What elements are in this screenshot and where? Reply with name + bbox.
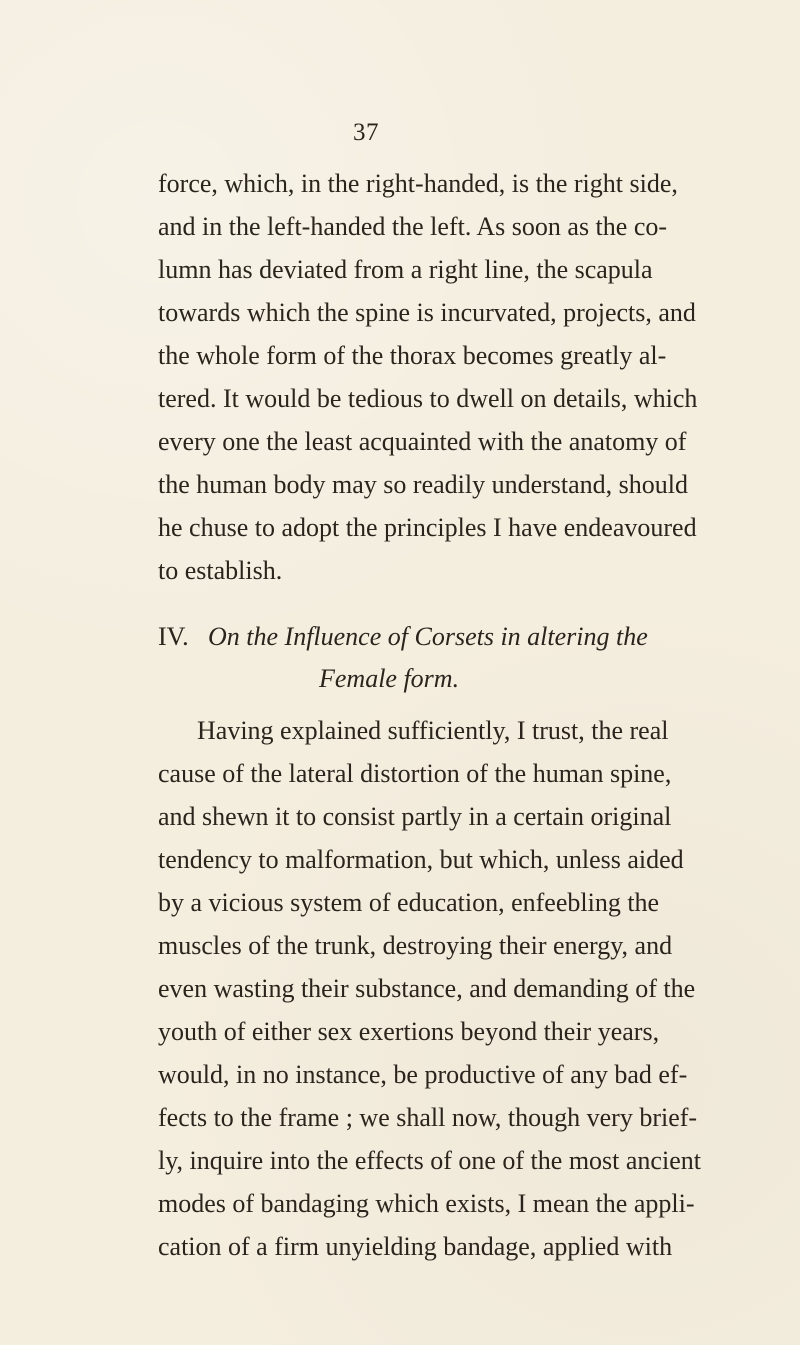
text-line: ly, inquire into the effects of one of the most ancient	[158, 1146, 701, 1175]
section-numeral: IV.	[158, 622, 189, 651]
page-number: 37	[353, 119, 379, 146]
text-line: modes of bandaging which exists, I mean the appli-	[158, 1189, 695, 1218]
text-line: force, which, in the right-handed, is the right side,	[158, 169, 678, 198]
text-line: by a vicious system of education, enfeebling the	[158, 888, 660, 917]
text-line: even wasting their substance, and demanding of the	[158, 974, 696, 1003]
text-line: youth of either sex exertions beyond their years,	[158, 1017, 660, 1046]
text-line: cause of the lateral distortion of the human spine,	[158, 759, 672, 788]
text-line: muscles of the trunk, destroying their energy, and	[158, 931, 673, 960]
text-line: tered. It would be tedious to dwell on details, which	[158, 384, 698, 413]
text-line: and in the left-handed the left. As soon as the co-	[158, 212, 668, 241]
section-title-line-2: Female form.	[319, 664, 460, 693]
text-line: the human body may so readily understand, should	[158, 470, 689, 499]
text-line: fects to the frame ; we shall now, though very brief-	[158, 1103, 698, 1132]
text-line: towards which the spine is incurvated, projects, and	[158, 298, 696, 327]
text-line: the whole form of the thorax becomes greatly al-	[158, 341, 667, 370]
text-line: he chuse to adopt the principles I have endeavoured	[158, 513, 697, 542]
section-title-line-1: On the Influence of Corsets in altering the	[208, 622, 648, 651]
text-line: to establish.	[158, 556, 283, 585]
text-line: lumn has deviated from a right line, the scapula	[158, 255, 653, 284]
text-line: cation of a firm unyielding bandage, applied with	[158, 1232, 673, 1261]
text-line: would, in no instance, be productive of any bad ef-	[158, 1060, 688, 1089]
text-line: and shewn it to consist partly in a certain original	[158, 802, 672, 831]
text-line: Having explained sufficiently, I trust, the real	[197, 716, 669, 745]
text-line: tendency to malformation, but which, unless aided	[158, 845, 684, 874]
text-line: every one the least acquainted with the anatomy of	[158, 427, 687, 456]
